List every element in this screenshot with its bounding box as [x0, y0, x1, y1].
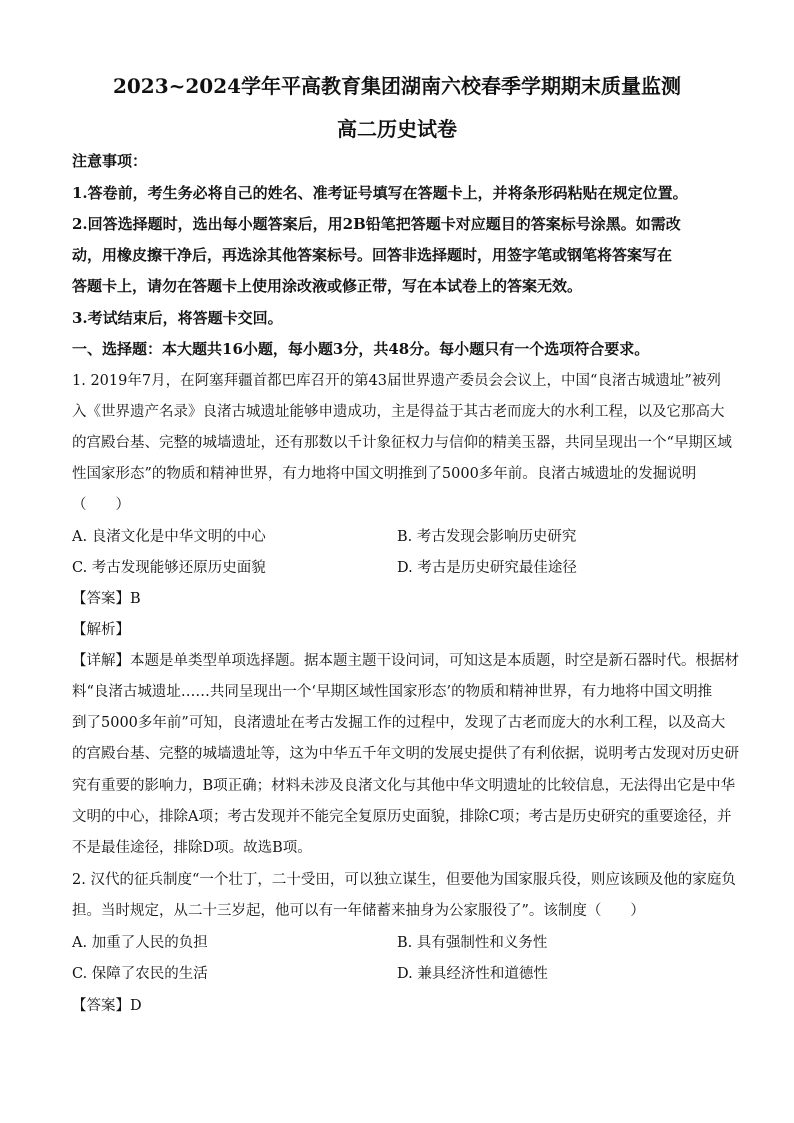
q2-option-b: B. 具有强制性和义务性 — [397, 935, 548, 951]
notice-line-4: 答题卡上，请勿在答题卡上使用涂改液或修正带，写在本试卷上的答案无效。 — [72, 277, 583, 295]
q2-stem-line-2: 担。当时规定，从二十三岁起，他可以有一年储蓄来抽身为公家服役了”。该制度（ ） — [72, 903, 645, 919]
q2-option-a: A. 加重了人民的负担 — [72, 935, 208, 951]
q1-stem-line-5: （ ） — [72, 497, 130, 513]
q2-stem-line-1: 2. 汉代的征兵制度“一个壮丁，二十受田，可以独立谋生，但要他为国家服兵役，则应该顾及他的家庭负 — [72, 872, 736, 888]
q1-detail-line-6: 文明的中心，排除A项；考古发现并不能完全复原历史面貌，排除C项；考古是历史研究的重要途径，并 — [72, 809, 732, 825]
q1-detail-line-1: 【详解】本题是单类型单项选择题。据本题主题干设问词，可知这是本质题，时空是新石器时代。根据材 — [72, 653, 739, 669]
notice-line-2: 2.回答选择题时，选出每小题答案后，用2B铅笔把答题卡对应题目的答案标号涂黑。如需改 — [72, 215, 681, 233]
q1-option-b: B. 考古发现会影响历史研究 — [397, 529, 577, 545]
q1-stem-line-2: 入《世界遗产名录》良渚古城遗址能够申遗成功，主是得益于其古老而庞大的水利工程，以及它那高大 — [72, 404, 725, 420]
q2-option-c: C. 保障了农民的生活 — [72, 966, 208, 982]
q1-stem-line-3: 的宫殿台基、完整的城墙遗址，还有那数以千计象征权力与信仰的精美玉器，共同呈现出一个“早期区域 — [72, 435, 732, 451]
notice-heading: 注意事项： — [72, 152, 148, 170]
q1-option-c: C. 考古发现能够还原历史面貌 — [72, 560, 266, 576]
q1-option-d: D. 考古是历史研究最佳途径 — [397, 560, 577, 576]
q2-option-d: D. 兼具经济性和道德性 — [397, 966, 548, 982]
exam-title: 2023~2024学年平高教育集团湖南六校春季学期期末质量监测 — [112, 74, 682, 98]
q1-detail-line-3: 到了5000多年前”可知，良渚遗址在考古发掘工作的过程中，发现了古老而庞大的水利工程，以及高大 — [72, 715, 726, 731]
q1-analysis-label: 【解析】 — [72, 622, 130, 638]
q2-answer: 【答案】D — [72, 998, 142, 1014]
q1-detail-line-2: 料“良渚古城遗址……共同呈现出一个‘早期区域性国家形态’的物质和精神世界，有力地将中国文明推 — [72, 684, 713, 700]
q1-option-a: A. 良渚文化是中华文明的中心 — [72, 529, 266, 545]
q1-detail-line-4: 的宫殿台基、完整的城墙遗址等，这为中华五千年文明的发展史提供了有利依据，说明考古发现对历史研 — [72, 746, 739, 762]
notice-line-3: 动，用橡皮擦干净后，再选涂其他答案标号。回答非选择题时，用签字笔或钢笔将答案写在 — [72, 246, 673, 264]
notice-line-5: 3.考试结束后，将答题卡交回。 — [72, 309, 283, 327]
exam-subtitle: 高二历史试卷 — [337, 117, 457, 141]
q1-answer: 【答案】B — [72, 591, 141, 607]
notice-line-1: 1.答卷前，考生务必将自己的姓名、准考证号填写在答题卡上，并将条形码粘贴在规定位置。 — [72, 184, 688, 202]
q1-stem-line-1: 1. 2019年7月，在阿塞拜疆首都巴库召开的第43届世界遗产委员会会议上，中国“良渚古城遗址”被列 — [72, 373, 721, 389]
q1-stem-line-4: 性国家形态”的物质和精神世界，有力地将中国文明推到了5000多年前。良渚古城遗址的发掘说明 — [72, 466, 697, 482]
section-heading: 一、选择题：本大题共16小题，每小题3分，共48分。每小题只有一个选项符合要求。 — [72, 340, 650, 358]
q1-detail-line-5: 究有重要的影响力，B项正确；材料未涉及良渚文化与其他中华文明遗址的比较信息，无法得出它是中华 — [72, 778, 736, 794]
q1-detail-line-7: 不是最佳途径，排除D项。故选B项。 — [72, 840, 312, 856]
